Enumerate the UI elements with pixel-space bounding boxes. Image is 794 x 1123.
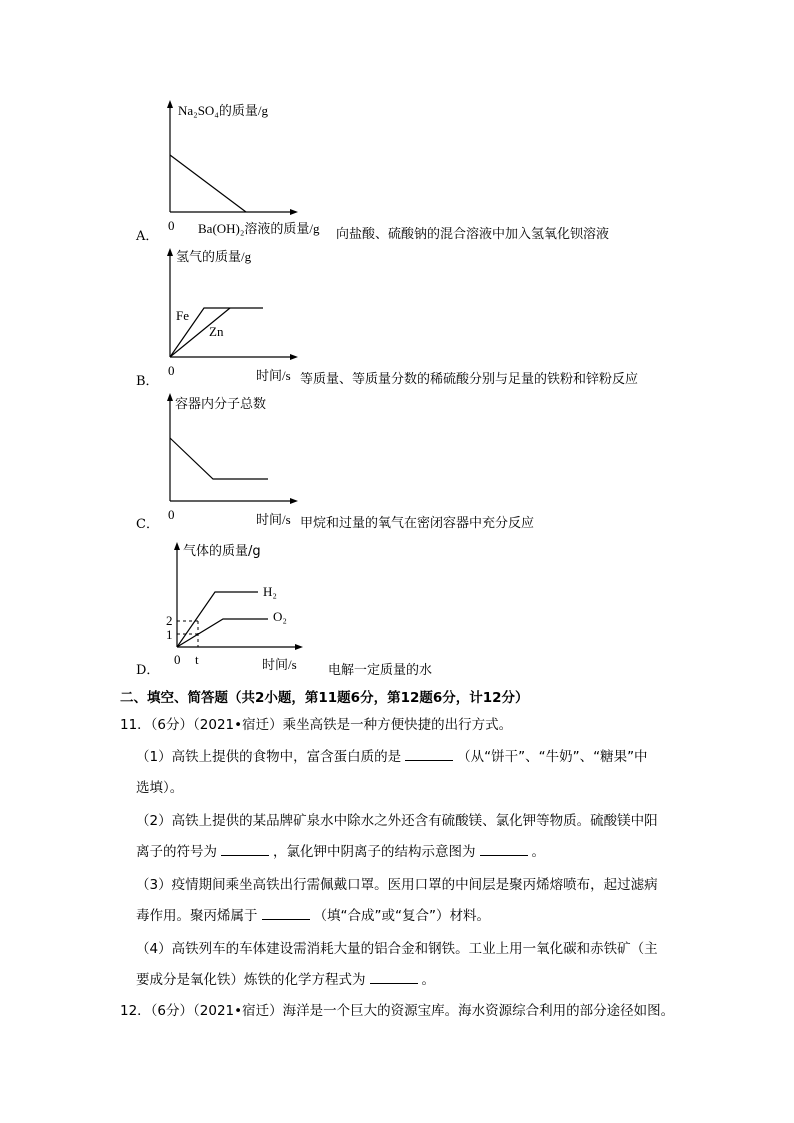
q11-stem: 11．（6分）（2021•宿迁）乘坐高铁是一种方便快捷的出行方式。 (120, 717, 513, 733)
q11-part4-c: 。 (421, 972, 435, 988)
answer-blank[interactable] (221, 841, 269, 856)
q11-part2-d: 。 (531, 844, 545, 860)
option-letter: A． (136, 229, 159, 244)
option-caption: 甲烷和过量的氧气在密闭容器中充分反应 (300, 516, 535, 531)
q11-part3-b: 毒作用。聚丙烯属于 (136, 908, 258, 924)
answer-blank[interactable] (480, 841, 528, 856)
q11-part3: （3）疫情期间乘坐高铁出行需佩戴口罩。医用口罩的中间层是聚丙烯熔喷布，起过滤病 (136, 877, 658, 893)
answer-blank[interactable] (262, 905, 310, 920)
origin-label: 0 (174, 652, 181, 667)
q11-part2-c: ，氯化钾中阴离子的结构示意图为 (273, 844, 476, 860)
series-label-fe: Fe (176, 308, 189, 323)
q11-part1-a: （1）高铁上提供的食物中，富含蛋白质的是 (136, 749, 402, 765)
option-letter: C． (136, 517, 159, 532)
q11-part4: （4）高铁列车的车体建设需消耗大量的铝合金和钢铁。工业上用一氧化碳和赤铁矿（主 (136, 941, 658, 957)
q11-part3-c: （填“合成”或“复合”）材料。 (313, 908, 490, 924)
section-title: 二、填空、简答题（共2小题，第11题6分，第12题6分，计12分） (120, 690, 529, 706)
answer-blank[interactable] (370, 969, 418, 984)
y-tick-2: 2 (166, 613, 173, 628)
x-axis-label: Ba(OH)₂溶液的质量/g (198, 221, 320, 236)
origin-label: 0 (168, 507, 175, 522)
x-tick-t: t (195, 652, 199, 667)
origin-label: 0 (168, 218, 175, 233)
y-axis-label: 氢气的质量/g (176, 249, 252, 264)
option-caption: 等质量、等质量分数的稀硫酸分别与足量的铁粉和锌粉反应 (300, 372, 639, 387)
y-axis-label: Na₂SO₄的质量/g (178, 103, 268, 118)
option-letter: D． (136, 663, 160, 678)
q11-part2-b: 离子的符号为 (136, 844, 217, 860)
q11-part1 (136, 746, 648, 768)
series-label-h2: H₂ (263, 584, 277, 599)
q11-part4-cont (136, 969, 435, 991)
o2-line (177, 619, 268, 647)
q11-part2: （2）高铁上提供的某品牌矿泉水中除水之外还含有硫酸镁、氯化钾等物质。硫酸镁中阳 (136, 813, 658, 829)
option-caption: 向盐酸、硫酸钠的混合溶液中加入氢氧化钡溶液 (336, 227, 610, 242)
q11-part2-cont (136, 841, 545, 863)
series-label-o2: O₂ (273, 609, 287, 624)
q12-stem: 12．（6分）（2021•宿迁）海洋是一个巨大的资源宝库。海水资源综合利用的部分途径如图。 (120, 1003, 675, 1019)
x-axis-label: 时间/s (262, 657, 297, 672)
q11-part1-cont: 选填）。 (136, 780, 184, 796)
option-letter: B． (136, 374, 159, 389)
origin-label: 0 (168, 363, 175, 378)
y-axis-label: 气体的质量/g (183, 544, 261, 559)
answer-blank[interactable] (405, 746, 453, 761)
q11-part3-cont (136, 905, 490, 927)
q11-part1-b: （从“饼干”、“牛奶”、“糖果”中 (457, 749, 648, 765)
q11-part4-b: 要成分是氧化铁）炼铁的化学方程式为 (136, 972, 366, 988)
y-axis-label: 容器内分子总数 (175, 397, 267, 412)
series-label-zn: Zn (209, 324, 224, 339)
y-tick-1: 1 (166, 627, 173, 642)
option-caption: 电解一定质量的水 (328, 663, 433, 678)
x-axis-label: 时间/s (256, 368, 291, 383)
x-axis-label: 时间/s (256, 512, 291, 527)
